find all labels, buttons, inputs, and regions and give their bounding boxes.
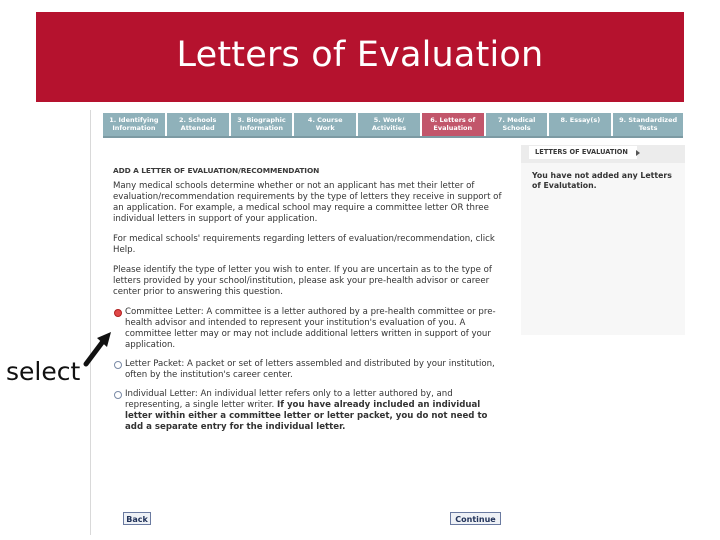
tab-identifying-information[interactable] <box>103 113 165 136</box>
letters-sidebar <box>521 145 685 335</box>
tab-course-work[interactable] <box>294 113 356 136</box>
individual-letter-note: If you have already included an individual letter within either a committee letter or letter packet, you do not need to add a separate entry for the individual letter. <box>125 400 488 432</box>
option-letter-packet[interactable] <box>113 359 508 381</box>
tab-label: Information <box>239 124 284 132</box>
section-tabs <box>103 113 683 136</box>
select-annotation: select <box>6 357 81 386</box>
tab-essays[interactable] <box>549 113 611 136</box>
tab-label: Information <box>112 124 156 132</box>
continue-button[interactable]: Continue <box>450 512 501 525</box>
slide-title: Letters of Evaluation <box>176 35 544 75</box>
option-individual-letter[interactable] <box>113 389 508 433</box>
letter-packet-label: Letter Packet: A packet or set of letters assembled and distributed by your institution, often by the institution's career center. <box>125 359 495 380</box>
tab-schools-attended[interactable] <box>167 113 229 136</box>
tab-medical-schools[interactable] <box>486 113 548 136</box>
chevron-right-icon <box>636 150 640 156</box>
individual-letter-label: Individual Letter: An individual letter refers only to a letter authored by, and representing, a single letter writer. <box>125 389 453 410</box>
tab-label: Tests <box>638 124 658 132</box>
individual-letter-radio[interactable] <box>114 391 122 399</box>
tab-label: Work <box>315 124 335 132</box>
tab-label: 7. Medical <box>497 116 536 124</box>
title-banner <box>36 12 684 102</box>
tab-label: 9. Standardized <box>619 116 678 124</box>
tab-label: 8. Essay(s) <box>560 116 601 124</box>
help-paragraph: For medical schools' requirements regarding letters of evaluation/recommendation, click Help. <box>113 234 495 255</box>
committee-letter-radio[interactable] <box>114 309 122 317</box>
letter-packet-radio[interactable] <box>114 361 122 369</box>
back-button[interactable]: Back <box>123 512 151 525</box>
sidebar-tab[interactable] <box>529 146 637 159</box>
tab-divider <box>103 136 683 138</box>
tab-label: Attended <box>180 124 215 132</box>
tab-label: Evaluation <box>433 124 473 132</box>
tab-letters-of-evaluation[interactable] <box>422 113 484 136</box>
tab-label: 1. Identifying <box>109 116 159 124</box>
tab-label: 3. Biographic <box>237 116 286 124</box>
committee-letter-label: Committee Letter: A committee is a letter authored by a pre-health committee or pre-health advisor and intended to represent your institution's evaluation of you. A committee letter may or may not include additional letters written in support of your application. <box>125 307 496 350</box>
tab-label: 6. Letters of <box>430 116 476 124</box>
tab-biographic-information[interactable] <box>231 113 293 136</box>
sidebar-header <box>521 145 685 160</box>
intro-paragraph: Many medical schools determine whether or not an applicant has met their letter of evaluation/recommendation requirements by the type of letters they receive in support of an application. For example, a medical school may require a committee letter OR three individual letters in support of your application. <box>113 181 502 224</box>
pointer-arrow-icon <box>80 330 114 370</box>
no-letters-message: You have not added any Letters of Evalutation. <box>532 171 672 190</box>
tab-label: Schools <box>502 124 531 132</box>
form-heading: ADD A LETTER OF EVALUATION/RECOMMENDATION <box>113 166 320 175</box>
tab-label: 4. Course <box>307 116 343 124</box>
instruction-paragraph: Please identify the type of letter you wish to enter. If you are uncertain as to the type of letters provided by your school/institution, please ask your pre-health advisor or career center prior to answering this question. <box>113 265 492 297</box>
tab-work-activities[interactable] <box>358 113 420 136</box>
sidebar-tab-label: LETTERS OF EVALUATION <box>535 148 628 156</box>
tab-label: 2. Schools <box>178 116 217 124</box>
letter-type-form <box>113 165 508 441</box>
option-committee-letter[interactable] <box>113 307 508 351</box>
application-screenshot <box>90 110 685 535</box>
tab-label: Activities <box>371 124 407 132</box>
tab-label: 5. Work/ <box>373 116 405 124</box>
tab-standardized-tests[interactable] <box>613 113 683 136</box>
